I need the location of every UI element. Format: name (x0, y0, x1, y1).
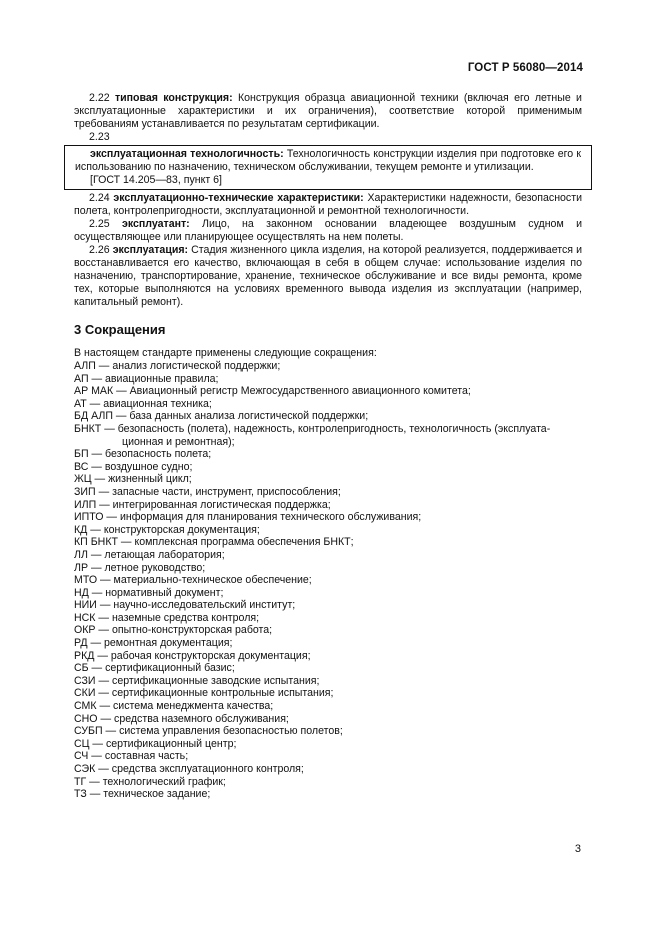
list-item: МТО — материально-техническое обеспечение; (74, 574, 312, 587)
list-item: ОКР — опытно-конструкторская работа; (74, 624, 273, 637)
list-item: ЛР — летное руководство; (74, 561, 206, 574)
definition-number: 2.25 (89, 218, 110, 230)
section-intro: В настоящем стандарте применены следующие сокращения: (74, 347, 377, 359)
list-item: РКД — рабочая конструкторская документация; (74, 649, 311, 662)
list-item: ЖЦ — жизненный цикл; (74, 473, 192, 486)
list-item: ТГ — технологический график; (74, 775, 226, 788)
list-item-continuation (74, 436, 582, 449)
definition-text: Стадия жизненного цикла изделия, на которой реализуется, поддерживается и восстанавливается его качество, включающая в себя в общем случае: использование изделия по назначению, транспортирование, хранение, техническое обслуживание и все виды ремонта, кроме тех, которые выполняются на условиях временного вывода изделия из эксплуатации (например, капитальный ремонт). (74, 244, 582, 308)
list-item: БП — безопасность полета; (74, 448, 212, 461)
list-item: ВС — воздушное судно; (74, 460, 193, 473)
list-item: АП — авиационные правила; (74, 372, 219, 385)
list-item: СЦ — сертификационный центр; (74, 737, 237, 750)
list-item: РД — ремонтная документация; (74, 637, 233, 650)
list-item: НСК — наземные средства контроля; (74, 611, 260, 624)
list-item: КП БНКТ — комплексная программа обеспечения БНКТ; (74, 536, 354, 549)
section-title: 3 Сокращения (74, 322, 166, 337)
definition-number: 2.24 (89, 192, 110, 204)
list-item: ЗИП — запасные части, инструмент, приспособления; (74, 485, 341, 498)
list-item: СБ — сертификационный базис; (74, 662, 235, 675)
list-item: АТ — авиационная техника; (74, 397, 212, 410)
list-item-continuation-text: ционная и ремонтная); (122, 435, 235, 448)
list-item: СКИ — сертификационные контрольные испытания; (74, 687, 334, 700)
page-number: 3 (574, 843, 581, 855)
definition-term: типовая конструкция: (114, 92, 233, 104)
definition-2-25 (74, 218, 582, 244)
list-item: ИЛП — интегрированная логистическая поддержка; (74, 498, 331, 511)
list-item: СЭК — средства эксплуатационного контроля; (74, 763, 304, 775)
list-item: АР МАК — Авиационный регистр Межгосударственного авиационного комитета; (74, 385, 471, 398)
definition-number: 2.26 (89, 244, 110, 256)
list-item: НИИ — научно-исследовательский институт; (74, 599, 296, 612)
list-item: ТЗ — техническое задание; (74, 788, 211, 801)
document-id-header: ГОСТ Р 56080—2014 (467, 62, 583, 74)
list-item: АЛП — анализ логистической поддержки; (74, 360, 281, 372)
definition-2-23-box (64, 145, 592, 190)
page-content (74, 92, 582, 801)
list-item: КД — конструкторская документация; (74, 523, 260, 536)
definition-term: эксплуатация: (112, 244, 189, 256)
list-item: БД АЛП — база данных анализа логистической поддержки; (74, 410, 369, 423)
definition-term: эксплуатационная технологичность: (90, 148, 284, 160)
abbreviation-list (74, 360, 582, 801)
definition-2-24 (74, 192, 582, 218)
definition-2-23 (75, 148, 581, 174)
list-item: СУБП — система управления безопасностью полетов; (74, 725, 343, 738)
definition-text: Конструкция образца авиационной техники (включая его летные и эксплуатационные характеристики и их ограничения), соответствие которой применимым требованиям устанавливается по результатам сертификации. (74, 92, 582, 130)
definition-2-22 (74, 92, 582, 131)
list-item: ИПТО — информация для планирования технического обслуживания; (74, 511, 422, 524)
definition-source-reference: [ГОСТ 14.205—83, пункт 6] (90, 174, 222, 186)
list-item: БНКТ — безопасность (полета), надежность, контролепригодность, технологичность (эксплуата- (74, 422, 551, 435)
definition-2-26 (74, 244, 582, 309)
definition-2-23-number: 2.23 (89, 131, 110, 143)
definition-text: Характеристики надежности, безопасности полета, контролепригодности, эксплуатационной и ремонтной технологичности. (74, 192, 582, 217)
definition-term: эксплуатационно-технические характеристики: (113, 192, 364, 204)
definition-text: Лицо, на законном основании владеющее воздушным судном и осуществляющее или планирующее осуществлять на нем полеты. (74, 218, 582, 243)
definition-text: Технологичность конструкции изделия при подготовке его к использованию по назначению, техническом обслуживании, текущем ремонте и утилизации. (75, 148, 581, 173)
list-item: СЗИ — сертификационные заводские испытания; (74, 674, 320, 687)
list-item: СНО — средства наземного обслуживания; (74, 712, 289, 725)
list-item: ЛЛ — летающая лаборатория; (74, 548, 225, 561)
definition-number: 2.22 (89, 92, 110, 104)
list-item: СМК — система менеджмента качества; (74, 700, 274, 713)
definition-term: эксплуатант: (121, 218, 190, 230)
list-item: НД — нормативный документ; (74, 586, 224, 599)
list-item: СЧ — составная часть; (74, 750, 189, 763)
